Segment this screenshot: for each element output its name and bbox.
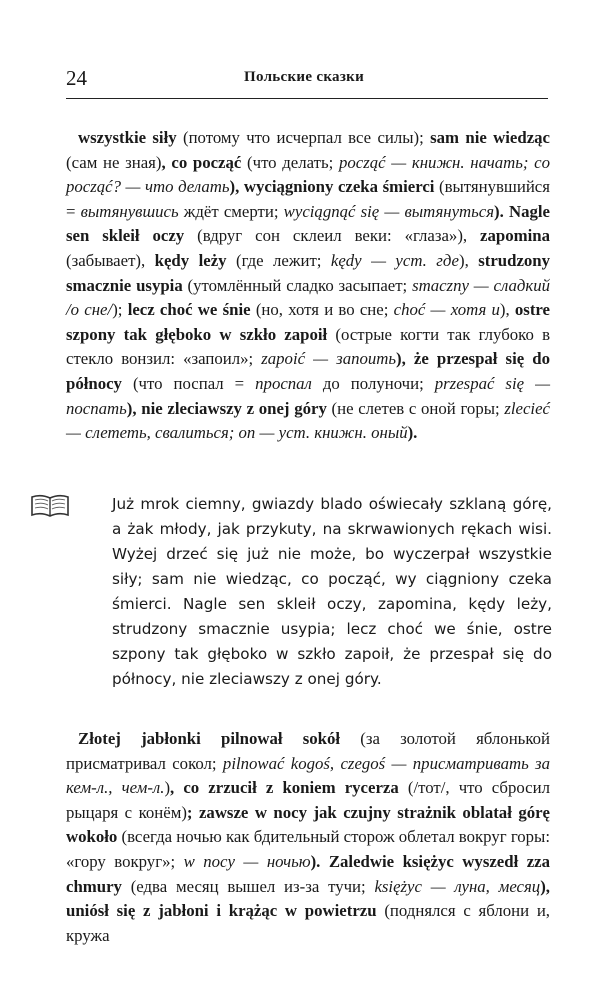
polish-reading-passage bbox=[112, 492, 552, 692]
dictionary-note: przespać się — поспать bbox=[66, 373, 550, 418]
polish-phrase: , co zrzucił z koniem rycerza bbox=[170, 778, 399, 798]
polish-phrase: kędy leży bbox=[154, 250, 227, 270]
vocabulary-gloss-paragraph-2 bbox=[66, 727, 550, 948]
polish-phrase: ) bbox=[310, 851, 317, 871]
page-header bbox=[66, 62, 548, 99]
translation-text: (всегда ночью как бдительный сторож облетал вокруг горы: «гору вокруг»; bbox=[66, 827, 550, 871]
polish-phrase: , że przespał się do północy bbox=[66, 349, 550, 393]
dictionary-note: zapoić — запоить bbox=[261, 349, 397, 369]
translation-text: (но, хотя и во сне; bbox=[250, 300, 394, 320]
translation-text: (не слетев с оной горы; bbox=[326, 398, 505, 418]
polish-phrase: ). bbox=[407, 423, 418, 443]
polish-phrase: strudzony smacznie usypia bbox=[66, 250, 551, 295]
dictionary-note: choć — хотя и bbox=[393, 300, 500, 320]
polish-phrase: ) bbox=[540, 876, 546, 896]
translation-text: (едва месяц вышел из-за тучи; bbox=[121, 876, 375, 896]
translation-text: (/тот/, что сбросил рыцаря с конём) bbox=[66, 778, 550, 822]
translation-text: ), bbox=[458, 250, 479, 270]
polish-phrase: Złotej jabłonki pilnował sokół bbox=[78, 729, 341, 748]
gloss-text bbox=[66, 727, 550, 948]
translation-text: ), bbox=[499, 300, 515, 320]
open-book-icon bbox=[30, 493, 70, 519]
translation-text: (потому что исчерпал все силы); bbox=[176, 128, 431, 147]
running-title: Польские сказки bbox=[244, 69, 365, 85]
dictionary-note: w nocy — ночью bbox=[183, 851, 311, 871]
dictionary-note: zlecieć — слететь, свалиться; on — уст. книжн. оный bbox=[66, 398, 550, 443]
dictionary-note: smaczny — сладкий /о сне/ bbox=[66, 275, 550, 320]
polish-phrase: ) bbox=[229, 177, 236, 197]
polish-phrase: ostre szpony tak głęboko w szkło zapoił bbox=[66, 300, 551, 344]
polish-phrase: . Nagle sen skleił oczy bbox=[66, 201, 550, 246]
page-number: 24 bbox=[66, 66, 87, 90]
polish-phrase: sam nie wiedząc bbox=[430, 128, 550, 147]
polish-phrase: , nie zleciawszy z onej góry bbox=[132, 398, 327, 418]
vocabulary-gloss-paragraph-1 bbox=[66, 126, 550, 446]
translation-text: (забывает), bbox=[66, 250, 155, 270]
polish-phrase: wszystkie siły bbox=[78, 128, 177, 147]
translation-text: (поднялся с яблони и, кружа bbox=[66, 901, 550, 945]
polish-phrase: ; zawsze w nocy jak czujny strażnik oblatał górę wokoło bbox=[66, 802, 550, 847]
dictionary-note: pilnować kogoś, czegoś — присматривать за кем-л., чем-л. bbox=[66, 753, 550, 798]
polish-phrase: ) bbox=[494, 201, 500, 221]
translation-text: (что делать; bbox=[241, 152, 339, 172]
translation-text: (где лежит; bbox=[226, 250, 331, 270]
polish-phrase: zapomina bbox=[480, 226, 550, 246]
dictionary-note: проспал bbox=[255, 373, 312, 393]
translation-text: (вытянувшийся = bbox=[66, 177, 550, 221]
translation-text: (что поспал = bbox=[121, 373, 256, 393]
translation-text: до полуночи; bbox=[311, 373, 435, 393]
translation-text: ); bbox=[112, 300, 128, 320]
translation-text: (за золотой яблонькой присматривал сокол; bbox=[66, 729, 550, 773]
gloss-text bbox=[66, 126, 550, 446]
dictionary-note: kędy — уст. где bbox=[330, 250, 459, 270]
reading-text: Już mrok ciemny, gwiazdy blado oświecały szklaną górę, a żak młody, jak przykuty, na skrwawionych rękach wisi. Wyżej drzeć się już nie może, bo wyczerpał wszystkie siły; sam nie wiedząc, co począć, wy ciągniony czeka śmierci. Nagle sen skleił oczy, zapomina, kędy leży, strudzony smacznie usypia; lecz choć we śnie, ostre szpony tak głęboko w szkło zapoił, że przespał się do północy, nie zleciawszy z onej góry. bbox=[112, 495, 552, 688]
translation-text: ждёт смерти; bbox=[178, 201, 284, 221]
dictionary-note: вытянувшись bbox=[80, 201, 179, 221]
polish-phrase: , uniósł się z jabłoni i krążąc w powietrzu bbox=[66, 876, 550, 921]
polish-phrase: lecz choć we śnie bbox=[127, 300, 251, 320]
polish-phrase: . Zaledwie księżyc wyszedł zza chmury bbox=[66, 851, 550, 896]
polish-phrase: ) bbox=[396, 349, 402, 369]
translation-text: (сам не зная) bbox=[66, 152, 162, 172]
polish-phrase: , co począć bbox=[161, 152, 242, 172]
translation-text: (вдруг сон склеил веки: «глаза»), bbox=[184, 226, 481, 246]
dictionary-note: wyciągnąć się — вытянуться bbox=[283, 201, 495, 221]
polish-phrase: , wyciągniony czeka śmierci bbox=[235, 177, 435, 197]
translation-text: (утомлённый сладко засыпает; bbox=[182, 275, 413, 295]
translation-text: (острые когти так глубоко в стекло вонзил: «запоил»; bbox=[66, 324, 550, 369]
polish-phrase: ) bbox=[126, 398, 133, 418]
dictionary-note: począć — книжн. начать; co począć? — что делать bbox=[66, 152, 551, 197]
dictionary-note: księżyc — луна, месяц bbox=[374, 876, 541, 896]
translation-text: ) bbox=[164, 778, 171, 798]
